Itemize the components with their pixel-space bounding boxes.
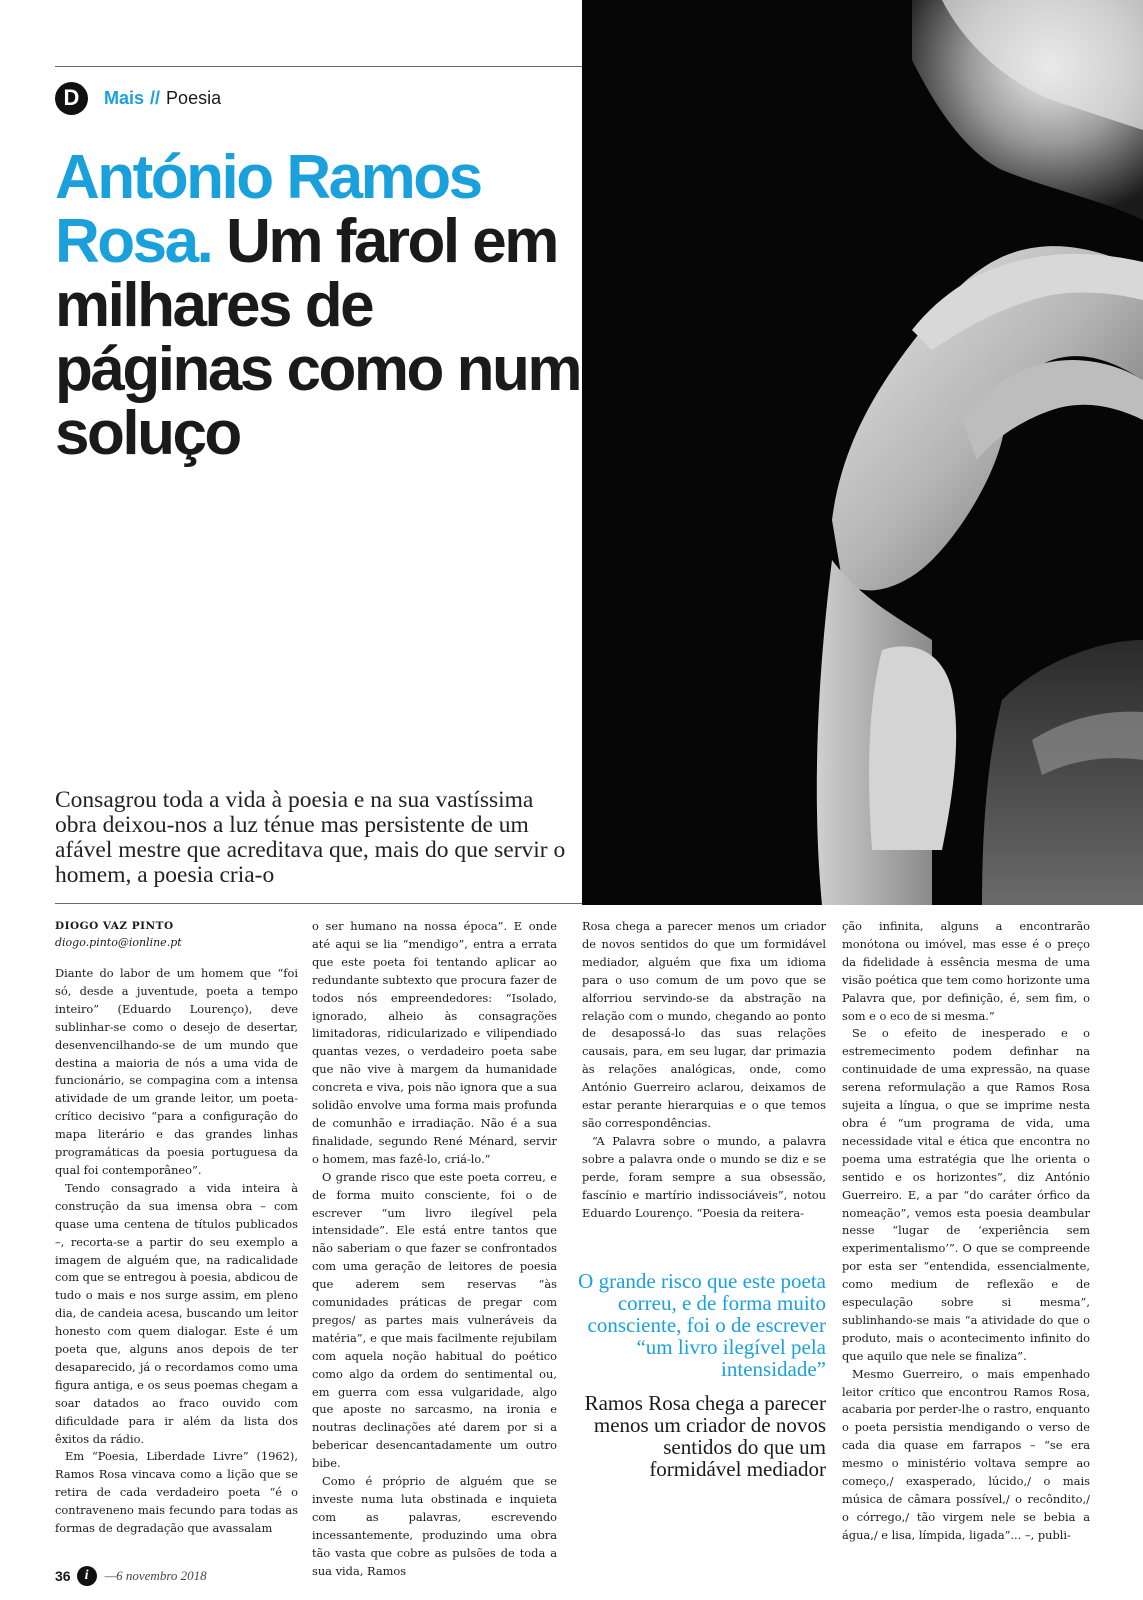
body-column-3 <box>582 918 826 1222</box>
body-paragraph: Se o efeito de inesperado e o estremecimento podem definhar na continuidade de uma expressão, na quase serena reformulação a que Ramos Rosa sujeita a língua, o que se imprime nesta obra é “um programa de vida, uma necessidade vital e ética que encontra no poema uma estratégia que lhe orienta o sentido e os horizontes”, diz António Guerreiro. E, a par “do caráter órfico da nomeação”, vemos esta poesia deambular nesse “lugar de ‘experiência sem experimentalismo’”. O que se compreende por esta ser “entendida, essencialmente, como medium de reflexão e de especulação sobre si mesma”, sublinhando-se mais “a atividade do que o produto, mais o acontecimento infinito do que aquilo que nele se finaliza”. <box>842 1026 1090 1363</box>
section-header <box>55 80 221 116</box>
headline-name: António Ramos Rosa. <box>55 143 481 276</box>
body-paragraph: “A Palavra sobre o mundo, a palavra sobre a palavra onde o mundo se diz e se perde, foram sempre a sua obsessão, fascínio e martírio indissociáveis”, notou Eduardo Lourenço. “Poesia da reitera- <box>582 1133 826 1220</box>
page-footer <box>55 1564 207 1588</box>
section-logo: D <box>55 82 88 115</box>
section-subsection: Poesia <box>166 87 222 108</box>
section-category: Mais <box>104 87 145 108</box>
page-number: 36 <box>55 1568 71 1584</box>
body-paragraph: Em “Poesia, Liberdade Livre” (1962), Ramos Rosa vincava como a lição que se retira de cada verdadeiro poeta “é o contraveneno mais fecundo para todas as formas de degradação que avassalam <box>55 1449 298 1536</box>
pull-quote-black: Ramos Rosa chega a parecer menos um criador de novos sentidos do que um formidável mediador <box>584 1391 826 1481</box>
body-paragraph: Tendo consagrado a vida inteira à construção da sua imensa obra – com quase uma centena de títulos publicados –, recorta-se a partir do seu exemplo a imagem de alguém que, na radicalidade com que se entregou à poesia, abdicou de tudo o mais e nos surge assim, em pleno dia, de candeia acesa, buscando um leitor honesto com quem dialogar. Este é um poeta que, alguns anos depois de ter desaparecido, já o recordamos como uma figura antiga, e os seus poemas chegam a soar datados ao fraco ouvido com dificuldade para ir além da lista dos êxitos da rádio. <box>55 1180 298 1446</box>
pull-quote-blue: O grande risco que este poeta correu, e de forma muito consciente, foi o de escrever “um livro ilegível pela intensidade” <box>578 1269 826 1381</box>
body-column-2 <box>312 918 557 1581</box>
body-paragraph: Diante do labor de um homem que “foi só, desde a juventude, poeta a tempo inteiro” (Eduardo Lourenço), deve sublinhar-se como o desejo de desertar, desenvencilhando-se de um mundo que destina a maioria de nós a uma vida de funcionário, se compagina com a intensa atividade de um grande leitor, um poeta-crítico decisivo “para a configuração do mapa literário e das grandes linhas programáticas da poesia portuguesa da qual foi contemporâneo”. <box>55 966 298 1177</box>
lead-rule <box>55 903 582 904</box>
poet-photo <box>582 0 1143 905</box>
body-paragraph: Mesmo Guerreiro, o mais empenhado leitor crítico que encontrou Ramos Rosa, acabaria por perder-lhe o rastro, enquanto o poeta persistia mendigando o verso de cada dia quase em farrapos – “se era mesmo o ministério voltava sempre ao começo,/ exasperado, lúcido,/ o mais música de câmara possível,/ o recôndito,/ o córrego,/ tão virgem nele se bebia a água,/ e lisa, límpida, ligada”... –, publi- <box>842 1366 1090 1542</box>
top-rule <box>55 66 582 67</box>
body-paragraph: ção infinita, alguns a encontrarão monótona ou imóvel, mas esse é o preço da fidelidade à essência mesma de uma visão poética que tem como horizonte uma Palavra que, por definição, é, sem fim, o som e o eco de si mesma.” <box>842 919 1090 1023</box>
headline <box>55 143 585 468</box>
author-name: DIOGO VAZ PINTO <box>55 920 174 932</box>
body-paragraph: Como é próprio de alguém que se investe numa luta obstinada e inquieta com as palavras, escrevendo incessantemente, produzindo uma obra tão vasta que cobre as pulsões de toda a sua vida, Ramos <box>312 1474 557 1578</box>
lead-paragraph: Consagrou toda a vida à poesia e na sua vastíssima obra deixou-nos a luz ténue mas persistente de um afável mestre que acreditava que, mais do que servir o homem, a poesia cria-o <box>55 787 566 888</box>
author-email: diogo.pinto@ionline.pt <box>55 936 182 949</box>
body-column-4 <box>842 918 1090 1545</box>
poet-photo-illustration <box>582 0 1143 905</box>
section-separator: // <box>150 87 161 108</box>
body-paragraph: o ser humano na nossa época”. E onde até aqui se lia “mendigo”, entra a errata que este poeta foi tentando aplicar ao redundante subtexto que procura fazer de todos nós empreendedores: “Isolado, ignorado, alheio às consagrações limitadoras, ridicularizado e vilipendiado quantas vezes, o verdadeiro poeta sabe que não vive à margem da humanidade concreta e viva, pois não ignora que a sua solidão envolve uma forma mais profunda de comunhão e irradiação. Não é a sua finalidade, segundo René Ménard, servir o homem, mas fazê-lo, criá-lo.” <box>312 919 557 1166</box>
body-column-1 <box>55 918 298 1538</box>
issue-date: —6 novembro 2018 <box>104 1568 207 1583</box>
body-paragraph: O grande risco que este poeta correu, e de forma muito consciente, foi o de escrever “um livro ilegível pela intensidade”. Ele está entre tantos que não saberiam o que fazer se confrontados com uma geração de leitores de poesia que aderem sem reservas “às comunidades práticas de pregar com pregos/ as partes mais vulneráveis da matéria”, e que mais facilmente rejubilam com aquela noção habitual do poético como algo da ordem do sentimental ou, em guerra com essa vulgaridade, algo que aposte no sarcasmo, na ironia e noutras declinações até darem por si a bebericar desencantadamente um outro bibe. <box>312 1169 557 1471</box>
body-paragraph: Rosa chega a parecer menos um criador de novos sentidos do que um formidável mediador, alguém que fixa um idioma para o uso comum de um povo que se alforriou servindo-se da abstração na relação com o mundo, chegando ao ponto de desapossá-lo das suas relações causais, para, em seu lugar, dar primazia às relações analógicas, onde, como António Guerreiro aclarou, deixamos de estar perante hierarquias e o que temos são correspondências. <box>582 919 826 1130</box>
publication-logo: i <box>77 1566 97 1586</box>
headline-title: Um farol em milhares de páginas como num soluço <box>55 207 580 468</box>
